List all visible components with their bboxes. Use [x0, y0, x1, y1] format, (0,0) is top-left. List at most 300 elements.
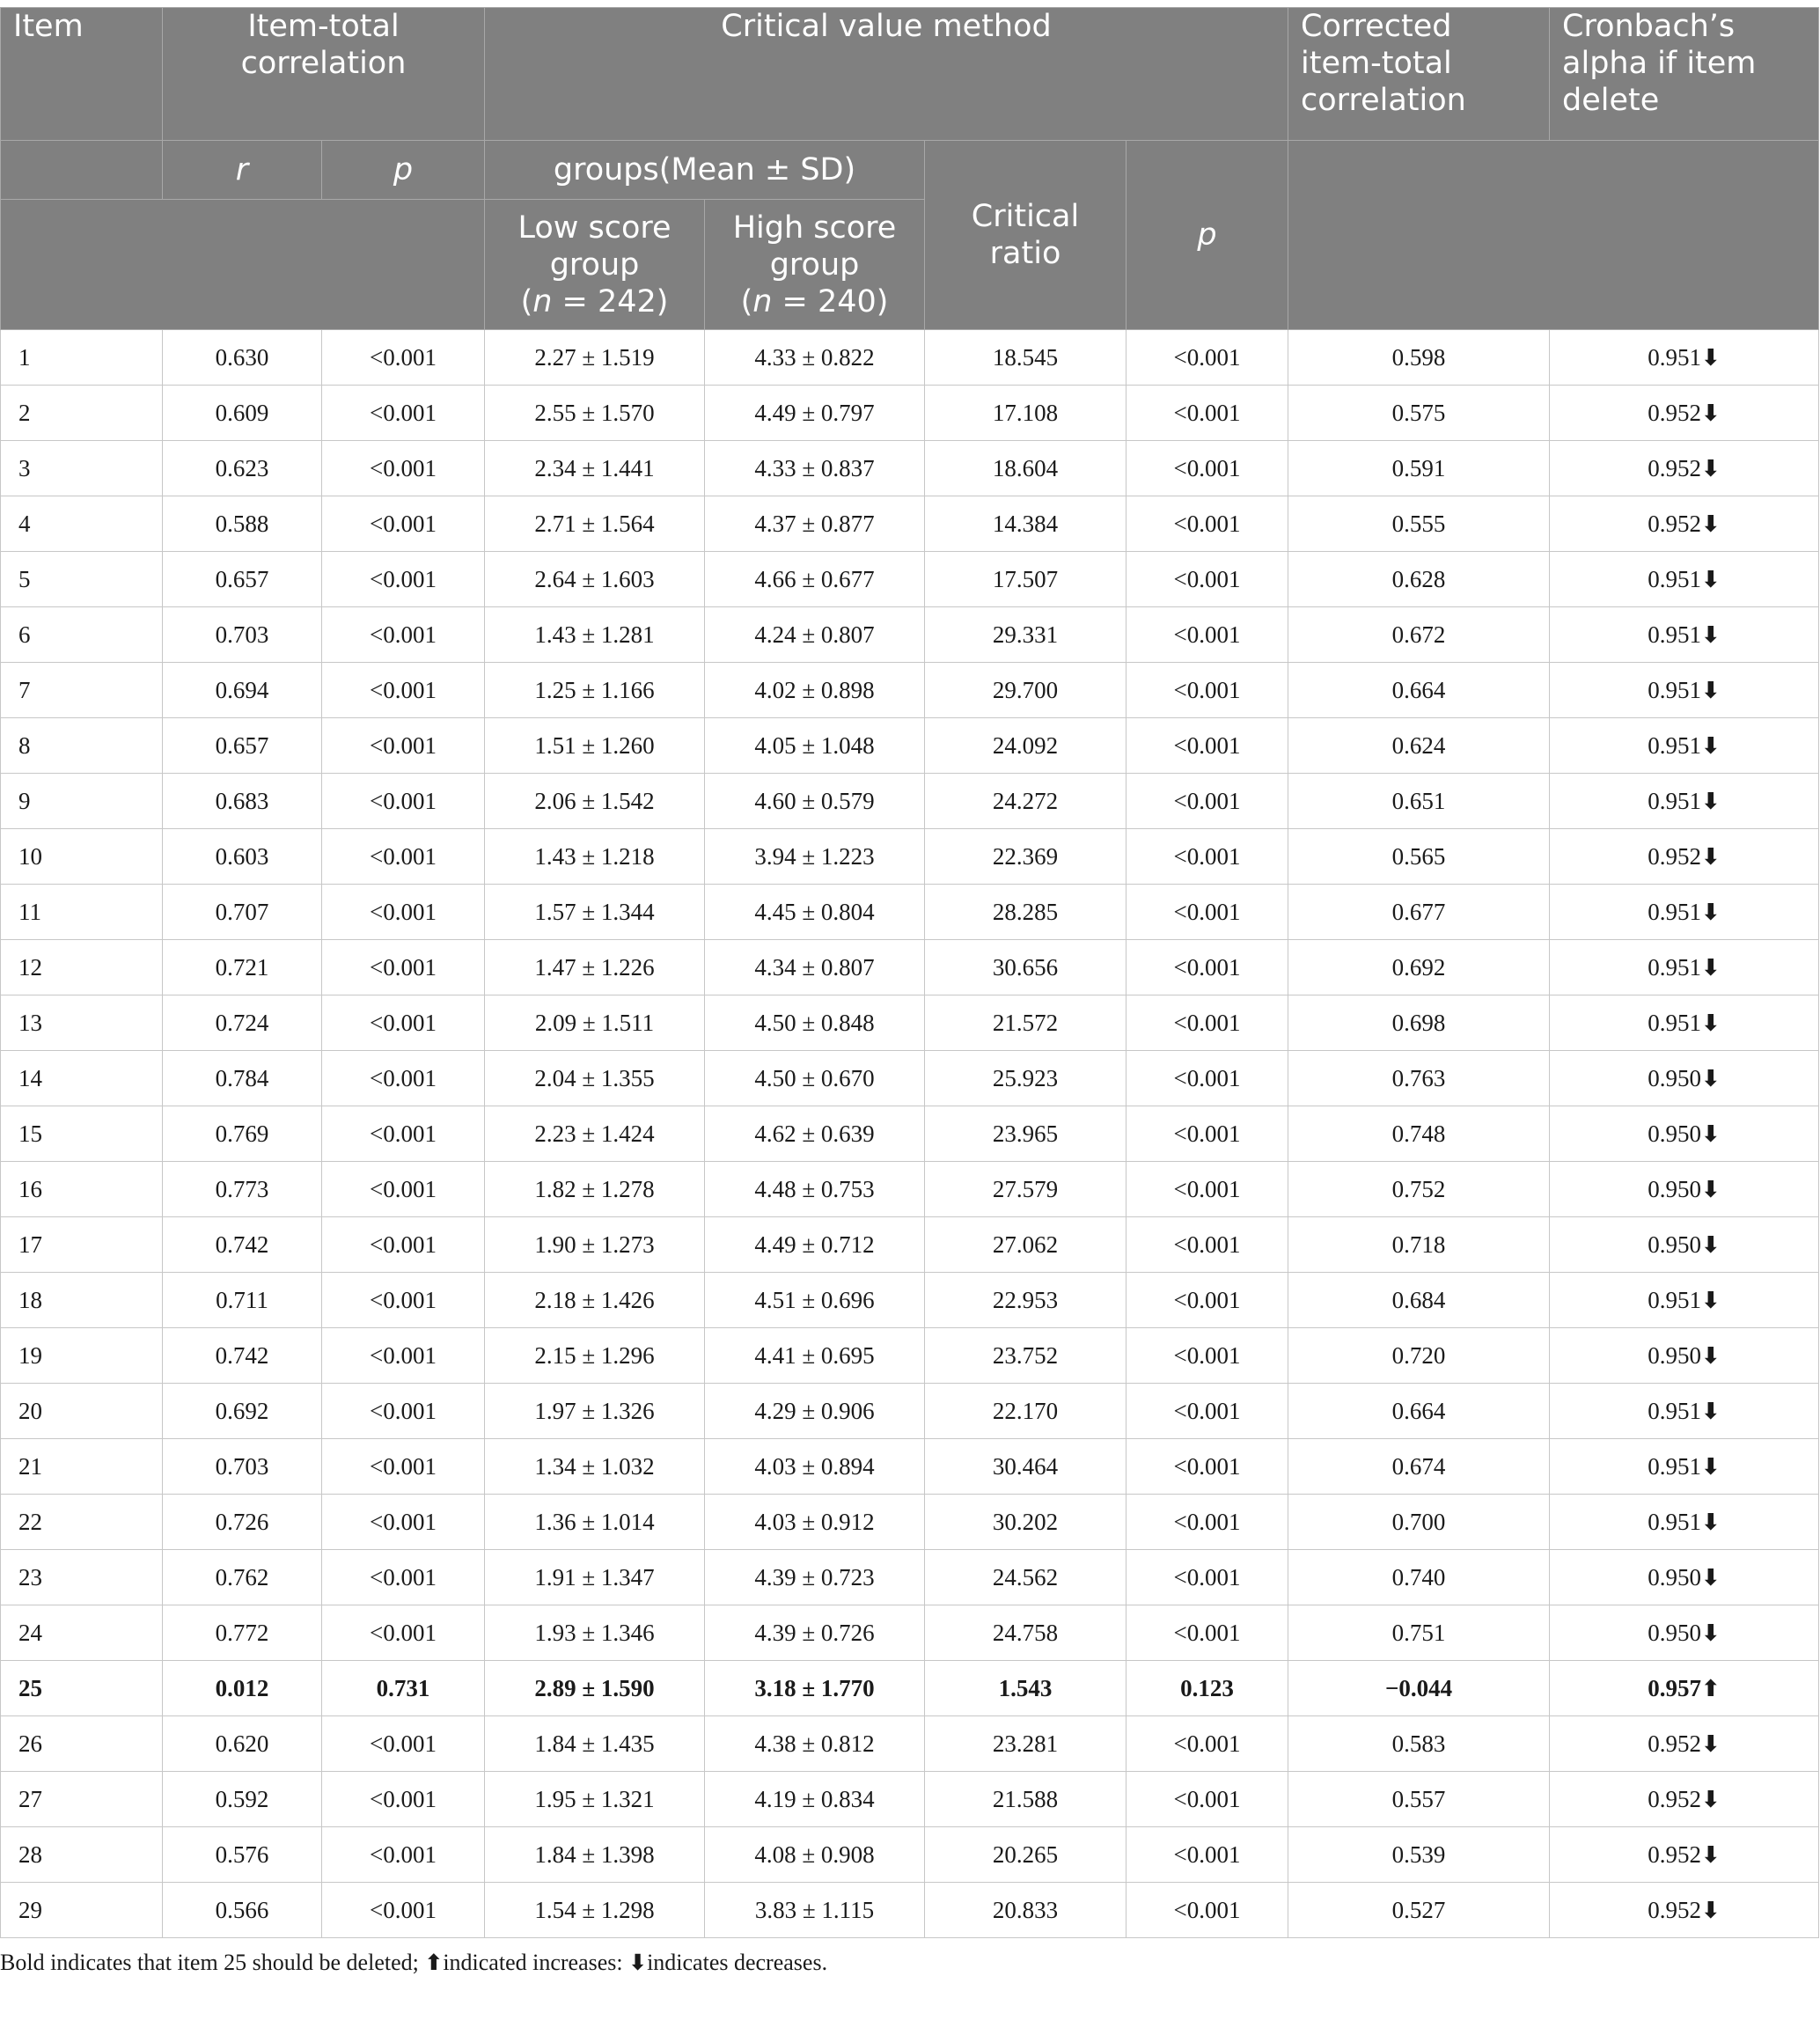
high-score-cell: 3.83 ± 1.115	[705, 1883, 925, 1938]
footnote-text: indicates decreases.	[647, 1950, 828, 1975]
table-row	[1, 774, 1819, 829]
alpha-cell	[1550, 1217, 1819, 1273]
header-item-total-correlation: Item-total correlation	[163, 8, 485, 141]
alpha-value: 0.951	[1648, 953, 1701, 981]
high-score-cell: 4.48 ± 0.753	[705, 1162, 925, 1217]
low-score-cell: 1.43 ± 1.218	[485, 829, 705, 885]
table-row	[1, 1273, 1819, 1328]
item-cell: 2	[1, 386, 163, 441]
low-score-cell: 1.57 ± 1.344	[485, 885, 705, 940]
alpha-cell	[1550, 1661, 1819, 1716]
down-arrow-icon: ⬇	[1700, 1730, 1721, 1758]
critical-p-cell: <0.001	[1126, 607, 1288, 663]
alpha-cell	[1550, 1051, 1819, 1106]
alpha-value: 0.950	[1648, 1120, 1701, 1147]
header-high-score-group: High score group (n = 240)	[705, 200, 925, 330]
critical-ratio-cell: 14.384	[925, 496, 1126, 552]
critical-ratio-cell: 30.656	[925, 940, 1126, 995]
critical-p-cell: <0.001	[1126, 940, 1288, 995]
alpha-value: 0.951	[1648, 1452, 1701, 1480]
table-row	[1, 1217, 1819, 1273]
r-cell: 0.012	[163, 1661, 322, 1716]
alpha-cell	[1550, 1439, 1819, 1495]
critical-p-cell: <0.001	[1126, 386, 1288, 441]
r-cell: 0.724	[163, 995, 322, 1051]
alpha-value: 0.951	[1648, 565, 1701, 592]
p-cell: <0.001	[322, 496, 485, 552]
table-row	[1, 1328, 1819, 1384]
low-score-cell: 1.84 ± 1.435	[485, 1716, 705, 1772]
p-cell: <0.001	[322, 330, 485, 386]
corrected-correlation-cell: 0.624	[1288, 718, 1550, 774]
low-score-cell: 2.89 ± 1.590	[485, 1661, 705, 1716]
table-row	[1, 995, 1819, 1051]
corrected-correlation-cell: 0.748	[1288, 1106, 1550, 1162]
table-row	[1, 386, 1819, 441]
low-score-cell: 1.34 ± 1.032	[485, 1439, 705, 1495]
critical-p-cell: <0.001	[1126, 1495, 1288, 1550]
p-cell: <0.001	[322, 1328, 485, 1384]
corrected-correlation-cell: 0.664	[1288, 663, 1550, 718]
low-score-cell: 2.06 ± 1.542	[485, 774, 705, 829]
item-cell: 12	[1, 940, 163, 995]
down-arrow-icon: ⬇	[1700, 732, 1721, 760]
table-row	[1, 441, 1819, 496]
low-score-cell: 1.43 ± 1.281	[485, 607, 705, 663]
p-cell: <0.001	[322, 1605, 485, 1661]
p-cell: <0.001	[322, 1550, 485, 1605]
down-arrow-icon: ⬇	[1700, 1841, 1721, 1869]
alpha-cell	[1550, 718, 1819, 774]
down-arrow-icon: ⬇	[1700, 677, 1721, 704]
r-cell: 0.566	[163, 1883, 322, 1938]
alpha-value: 0.950	[1648, 1175, 1701, 1202]
low-score-cell: 2.15 ± 1.296	[485, 1328, 705, 1384]
corrected-correlation-cell: 0.651	[1288, 774, 1550, 829]
item-cell: 6	[1, 607, 163, 663]
alpha-cell	[1550, 1495, 1819, 1550]
item-cell: 8	[1, 718, 163, 774]
low-score-cell: 2.27 ± 1.519	[485, 330, 705, 386]
critical-ratio-cell: 17.108	[925, 386, 1126, 441]
table-row	[1, 663, 1819, 718]
down-arrow-icon: ⬇	[1700, 1010, 1721, 1037]
down-arrow-icon: ⬇	[1700, 1231, 1721, 1259]
critical-ratio-cell: 28.285	[925, 885, 1126, 940]
critical-ratio-cell: 29.331	[925, 607, 1126, 663]
corrected-correlation-cell: 0.527	[1288, 1883, 1550, 1938]
down-arrow-icon: ⬇	[1700, 1564, 1721, 1591]
item-cell: 16	[1, 1162, 163, 1217]
item-cell: 3	[1, 441, 163, 496]
critical-ratio-cell: 22.369	[925, 829, 1126, 885]
down-arrow-icon: ⬇	[1700, 566, 1721, 593]
table-row	[1, 1605, 1819, 1661]
corrected-correlation-cell: 0.740	[1288, 1550, 1550, 1605]
low-score-cell: 2.09 ± 1.511	[485, 995, 705, 1051]
r-cell: 0.603	[163, 829, 322, 885]
high-score-cell: 4.50 ± 0.848	[705, 995, 925, 1051]
corrected-correlation-cell: 0.664	[1288, 1384, 1550, 1439]
alpha-value: 0.950	[1648, 1619, 1701, 1646]
item-cell: 24	[1, 1605, 163, 1661]
high-score-cell: 4.49 ± 0.797	[705, 386, 925, 441]
alpha-value: 0.950	[1648, 1563, 1701, 1591]
alpha-cell	[1550, 1162, 1819, 1217]
down-arrow-icon: ⬇	[628, 1950, 648, 1975]
low-score-cell: 2.64 ± 1.603	[485, 552, 705, 607]
low-score-cell: 2.23 ± 1.424	[485, 1106, 705, 1162]
critical-ratio-cell: 18.545	[925, 330, 1126, 386]
alpha-value: 0.952	[1648, 510, 1701, 537]
down-arrow-icon: ⬇	[1700, 1897, 1721, 1924]
r-cell: 0.769	[163, 1106, 322, 1162]
r-cell: 0.692	[163, 1384, 322, 1439]
alpha-value: 0.957	[1648, 1674, 1701, 1701]
table-row	[1, 1384, 1819, 1439]
high-score-cell: 4.33 ± 0.822	[705, 330, 925, 386]
alpha-cell	[1550, 496, 1819, 552]
alpha-cell	[1550, 1328, 1819, 1384]
p-cell: <0.001	[322, 1883, 485, 1938]
critical-ratio-cell: 30.202	[925, 1495, 1126, 1550]
table-row	[1, 885, 1819, 940]
p-cell: 0.731	[322, 1661, 485, 1716]
high-score-cell: 4.33 ± 0.837	[705, 441, 925, 496]
critical-p-cell: <0.001	[1126, 330, 1288, 386]
low-score-cell: 2.04 ± 1.355	[485, 1051, 705, 1106]
high-score-cell: 4.62 ± 0.639	[705, 1106, 925, 1162]
r-cell: 0.630	[163, 330, 322, 386]
corrected-correlation-cell: 0.698	[1288, 995, 1550, 1051]
high-score-cell: 4.05 ± 1.048	[705, 718, 925, 774]
p-cell: <0.001	[322, 663, 485, 718]
critical-ratio-cell: 23.752	[925, 1328, 1126, 1384]
corrected-correlation-cell: 0.677	[1288, 885, 1550, 940]
table-row	[1, 1051, 1819, 1106]
corrected-correlation-cell: 0.591	[1288, 441, 1550, 496]
high-score-cell: 4.19 ± 0.834	[705, 1772, 925, 1827]
critical-p-cell: <0.001	[1126, 1605, 1288, 1661]
critical-p-cell: <0.001	[1126, 663, 1288, 718]
alpha-value: 0.951	[1648, 898, 1701, 925]
critical-ratio-cell: 24.758	[925, 1605, 1126, 1661]
high-score-cell: 3.18 ± 1.770	[705, 1661, 925, 1716]
down-arrow-icon: ⬇	[1700, 511, 1721, 538]
alpha-cell	[1550, 1716, 1819, 1772]
low-score-cell: 2.34 ± 1.441	[485, 441, 705, 496]
corrected-correlation-cell: 0.674	[1288, 1439, 1550, 1495]
low-score-cell: 2.18 ± 1.426	[485, 1273, 705, 1328]
critical-p-cell: <0.001	[1126, 1106, 1288, 1162]
alpha-cell	[1550, 1605, 1819, 1661]
p-cell: <0.001	[322, 1772, 485, 1827]
header-critical-value-method: Critical value method	[485, 8, 1288, 141]
header-empty-cell	[1, 141, 163, 200]
header-groups-mean-sd: groups(Mean ± SD)	[485, 141, 925, 200]
low-score-cell: 1.97 ± 1.326	[485, 1384, 705, 1439]
corrected-correlation-cell: 0.692	[1288, 940, 1550, 995]
r-cell: 0.773	[163, 1162, 322, 1217]
critical-ratio-cell: 30.464	[925, 1439, 1126, 1495]
table-footnote	[0, 1950, 827, 1976]
low-score-cell: 1.47 ± 1.226	[485, 940, 705, 995]
r-cell: 0.683	[163, 774, 322, 829]
high-score-cell: 4.02 ± 0.898	[705, 663, 925, 718]
r-cell: 0.726	[163, 1495, 322, 1550]
alpha-cell	[1550, 607, 1819, 663]
critical-ratio-cell: 23.965	[925, 1106, 1126, 1162]
down-arrow-icon: ⬇	[1700, 1398, 1721, 1425]
critical-p-cell: <0.001	[1126, 1772, 1288, 1827]
alpha-cell	[1550, 663, 1819, 718]
corrected-correlation-cell: −0.044	[1288, 1661, 1550, 1716]
low-score-cell: 2.71 ± 1.564	[485, 496, 705, 552]
p-cell: <0.001	[322, 552, 485, 607]
corrected-correlation-cell: 0.700	[1288, 1495, 1550, 1550]
critical-p-cell: <0.001	[1126, 885, 1288, 940]
footnote-text: indicated increases:	[443, 1950, 629, 1975]
corrected-correlation-cell: 0.598	[1288, 330, 1550, 386]
item-cell: 19	[1, 1328, 163, 1384]
low-score-cell: 1.54 ± 1.298	[485, 1883, 705, 1938]
alpha-cell	[1550, 1106, 1819, 1162]
alpha-value: 0.952	[1648, 1730, 1701, 1757]
item-cell: 13	[1, 995, 163, 1051]
p-cell: <0.001	[322, 607, 485, 663]
low-score-cell: 1.90 ± 1.273	[485, 1217, 705, 1273]
item-cell: 20	[1, 1384, 163, 1439]
alpha-value: 0.951	[1648, 787, 1701, 814]
critical-p-cell: <0.001	[1126, 1328, 1288, 1384]
high-score-cell: 4.38 ± 0.812	[705, 1716, 925, 1772]
down-arrow-icon: ⬇	[1700, 400, 1721, 427]
critical-ratio-cell: 1.543	[925, 1661, 1126, 1716]
item-cell: 23	[1, 1550, 163, 1605]
down-arrow-icon: ⬇	[1700, 621, 1721, 649]
down-arrow-icon: ⬇	[1700, 1453, 1721, 1480]
alpha-value: 0.952	[1648, 1840, 1701, 1868]
down-arrow-icon: ⬇	[1700, 1342, 1721, 1370]
high-score-cell: 4.03 ± 0.894	[705, 1439, 925, 1495]
alpha-cell	[1550, 940, 1819, 995]
critical-p-cell: <0.001	[1126, 774, 1288, 829]
p-cell: <0.001	[322, 1217, 485, 1273]
alpha-value: 0.951	[1648, 1286, 1701, 1313]
item-cell: 28	[1, 1827, 163, 1883]
item-cell: 1	[1, 330, 163, 386]
footnote-text: Bold indicates that item 25 should be deleted;	[0, 1950, 425, 1975]
item-cell: 4	[1, 496, 163, 552]
item-analysis-table	[0, 7, 1819, 1938]
header-p: p	[322, 141, 485, 200]
p-cell: <0.001	[322, 1106, 485, 1162]
critical-ratio-cell: 24.092	[925, 718, 1126, 774]
item-cell: 21	[1, 1439, 163, 1495]
corrected-correlation-cell: 0.751	[1288, 1605, 1550, 1661]
low-score-cell: 1.84 ± 1.398	[485, 1827, 705, 1883]
alpha-cell	[1550, 330, 1819, 386]
alpha-value: 0.952	[1648, 842, 1701, 870]
table-row	[1, 552, 1819, 607]
header-critical-ratio: Critical ratio	[925, 141, 1126, 330]
r-cell: 0.657	[163, 552, 322, 607]
corrected-correlation-cell: 0.763	[1288, 1051, 1550, 1106]
alpha-value: 0.950	[1648, 1064, 1701, 1091]
low-score-cell: 1.51 ± 1.260	[485, 718, 705, 774]
alpha-cell	[1550, 1883, 1819, 1938]
item-cell: 10	[1, 829, 163, 885]
critical-ratio-cell: 17.507	[925, 552, 1126, 607]
item-cell: 29	[1, 1883, 163, 1938]
down-arrow-icon: ⬇	[1700, 899, 1721, 926]
down-arrow-icon: ⬇	[1700, 1620, 1721, 1647]
alpha-value: 0.952	[1648, 454, 1701, 481]
r-cell: 0.721	[163, 940, 322, 995]
table-row	[1, 940, 1819, 995]
corrected-correlation-cell: 0.539	[1288, 1827, 1550, 1883]
r-cell: 0.742	[163, 1217, 322, 1273]
header-empty-cell	[1, 200, 485, 330]
high-score-cell: 4.49 ± 0.712	[705, 1217, 925, 1273]
r-cell: 0.620	[163, 1716, 322, 1772]
critical-ratio-cell: 20.265	[925, 1827, 1126, 1883]
critical-ratio-cell: 18.604	[925, 441, 1126, 496]
corrected-correlation-cell: 0.752	[1288, 1162, 1550, 1217]
alpha-cell	[1550, 1772, 1819, 1827]
down-arrow-icon: ⬇	[1700, 1120, 1721, 1148]
table-row	[1, 1827, 1819, 1883]
low-score-cell: 1.93 ± 1.346	[485, 1605, 705, 1661]
high-score-cell: 4.34 ± 0.807	[705, 940, 925, 995]
critical-p-cell: <0.001	[1126, 1162, 1288, 1217]
critical-p-cell: <0.001	[1126, 1273, 1288, 1328]
p-cell: <0.001	[322, 441, 485, 496]
critical-p-cell: 0.123	[1126, 1661, 1288, 1716]
critical-ratio-cell: 22.953	[925, 1273, 1126, 1328]
item-cell: 17	[1, 1217, 163, 1273]
r-cell: 0.703	[163, 1439, 322, 1495]
high-score-cell: 4.50 ± 0.670	[705, 1051, 925, 1106]
item-cell: 26	[1, 1716, 163, 1772]
p-cell: <0.001	[322, 1162, 485, 1217]
alpha-cell	[1550, 441, 1819, 496]
critical-p-cell: <0.001	[1126, 829, 1288, 885]
p-cell: <0.001	[322, 940, 485, 995]
p-cell: <0.001	[322, 885, 485, 940]
alpha-value: 0.951	[1648, 343, 1701, 371]
high-score-cell: 4.39 ± 0.726	[705, 1605, 925, 1661]
critical-ratio-cell: 27.579	[925, 1162, 1126, 1217]
high-score-cell: 4.66 ± 0.677	[705, 552, 925, 607]
header-empty-cell	[1288, 141, 1819, 330]
alpha-value: 0.950	[1648, 1231, 1701, 1258]
p-cell: <0.001	[322, 1439, 485, 1495]
high-score-cell: 4.41 ± 0.695	[705, 1328, 925, 1384]
critical-ratio-cell: 22.170	[925, 1384, 1126, 1439]
low-score-cell: 1.36 ± 1.014	[485, 1495, 705, 1550]
critical-p-cell: <0.001	[1126, 1051, 1288, 1106]
table-row	[1, 330, 1819, 386]
alpha-cell	[1550, 386, 1819, 441]
critical-p-cell: <0.001	[1126, 718, 1288, 774]
critical-ratio-cell: 23.281	[925, 1716, 1126, 1772]
header-corrected-item-total: Corrected item-total correlation	[1288, 8, 1550, 141]
table-row	[1, 1550, 1819, 1605]
p-cell: <0.001	[322, 718, 485, 774]
high-score-cell: 3.94 ± 1.223	[705, 829, 925, 885]
alpha-cell	[1550, 1550, 1819, 1605]
item-cell: 9	[1, 774, 163, 829]
table-row	[1, 1495, 1819, 1550]
high-score-cell: 4.24 ± 0.807	[705, 607, 925, 663]
corrected-correlation-cell: 0.720	[1288, 1328, 1550, 1384]
p-cell: <0.001	[322, 774, 485, 829]
high-score-cell: 4.29 ± 0.906	[705, 1384, 925, 1439]
item-cell: 18	[1, 1273, 163, 1328]
item-cell: 7	[1, 663, 163, 718]
corrected-correlation-cell: 0.575	[1288, 386, 1550, 441]
table-row	[1, 1439, 1819, 1495]
high-score-cell: 4.60 ± 0.579	[705, 774, 925, 829]
high-score-cell: 4.39 ± 0.723	[705, 1550, 925, 1605]
item-cell: 5	[1, 552, 163, 607]
table-row	[1, 607, 1819, 663]
alpha-value: 0.951	[1648, 1009, 1701, 1036]
r-cell: 0.588	[163, 496, 322, 552]
r-cell: 0.707	[163, 885, 322, 940]
p-cell: <0.001	[322, 1384, 485, 1439]
alpha-value: 0.952	[1648, 399, 1701, 426]
r-cell: 0.694	[163, 663, 322, 718]
item-cell: 22	[1, 1495, 163, 1550]
low-score-cell: 1.95 ± 1.321	[485, 1772, 705, 1827]
low-score-cell: 1.25 ± 1.166	[485, 663, 705, 718]
table-row	[1, 1716, 1819, 1772]
corrected-correlation-cell: 0.684	[1288, 1273, 1550, 1328]
table-row	[1, 1162, 1819, 1217]
corrected-correlation-cell: 0.718	[1288, 1217, 1550, 1273]
down-arrow-icon: ⬇	[1700, 1065, 1721, 1092]
alpha-value: 0.951	[1648, 1508, 1701, 1535]
r-cell: 0.711	[163, 1273, 322, 1328]
critical-ratio-cell: 20.833	[925, 1883, 1126, 1938]
item-cell: 27	[1, 1772, 163, 1827]
header-low-score-group: Low score group (n = 242)	[485, 200, 705, 330]
corrected-correlation-cell: 0.555	[1288, 496, 1550, 552]
item-cell: 11	[1, 885, 163, 940]
p-cell: <0.001	[322, 1827, 485, 1883]
critical-p-cell: <0.001	[1126, 1716, 1288, 1772]
r-cell: 0.609	[163, 386, 322, 441]
critical-ratio-cell: 24.562	[925, 1550, 1126, 1605]
high-score-cell: 4.03 ± 0.912	[705, 1495, 925, 1550]
table-row	[1, 829, 1819, 885]
table-row	[1, 1106, 1819, 1162]
header-alpha-if-deleted: Cronbach’s alpha if item delete	[1550, 8, 1819, 141]
alpha-cell	[1550, 885, 1819, 940]
high-score-cell: 4.51 ± 0.696	[705, 1273, 925, 1328]
r-cell: 0.742	[163, 1328, 322, 1384]
alpha-value: 0.951	[1648, 621, 1701, 648]
header-item: Item	[1, 8, 163, 141]
r-cell: 0.784	[163, 1051, 322, 1106]
corrected-correlation-cell: 0.672	[1288, 607, 1550, 663]
r-cell: 0.576	[163, 1827, 322, 1883]
high-score-cell: 4.08 ± 0.908	[705, 1827, 925, 1883]
critical-p-cell: <0.001	[1126, 552, 1288, 607]
alpha-cell	[1550, 774, 1819, 829]
